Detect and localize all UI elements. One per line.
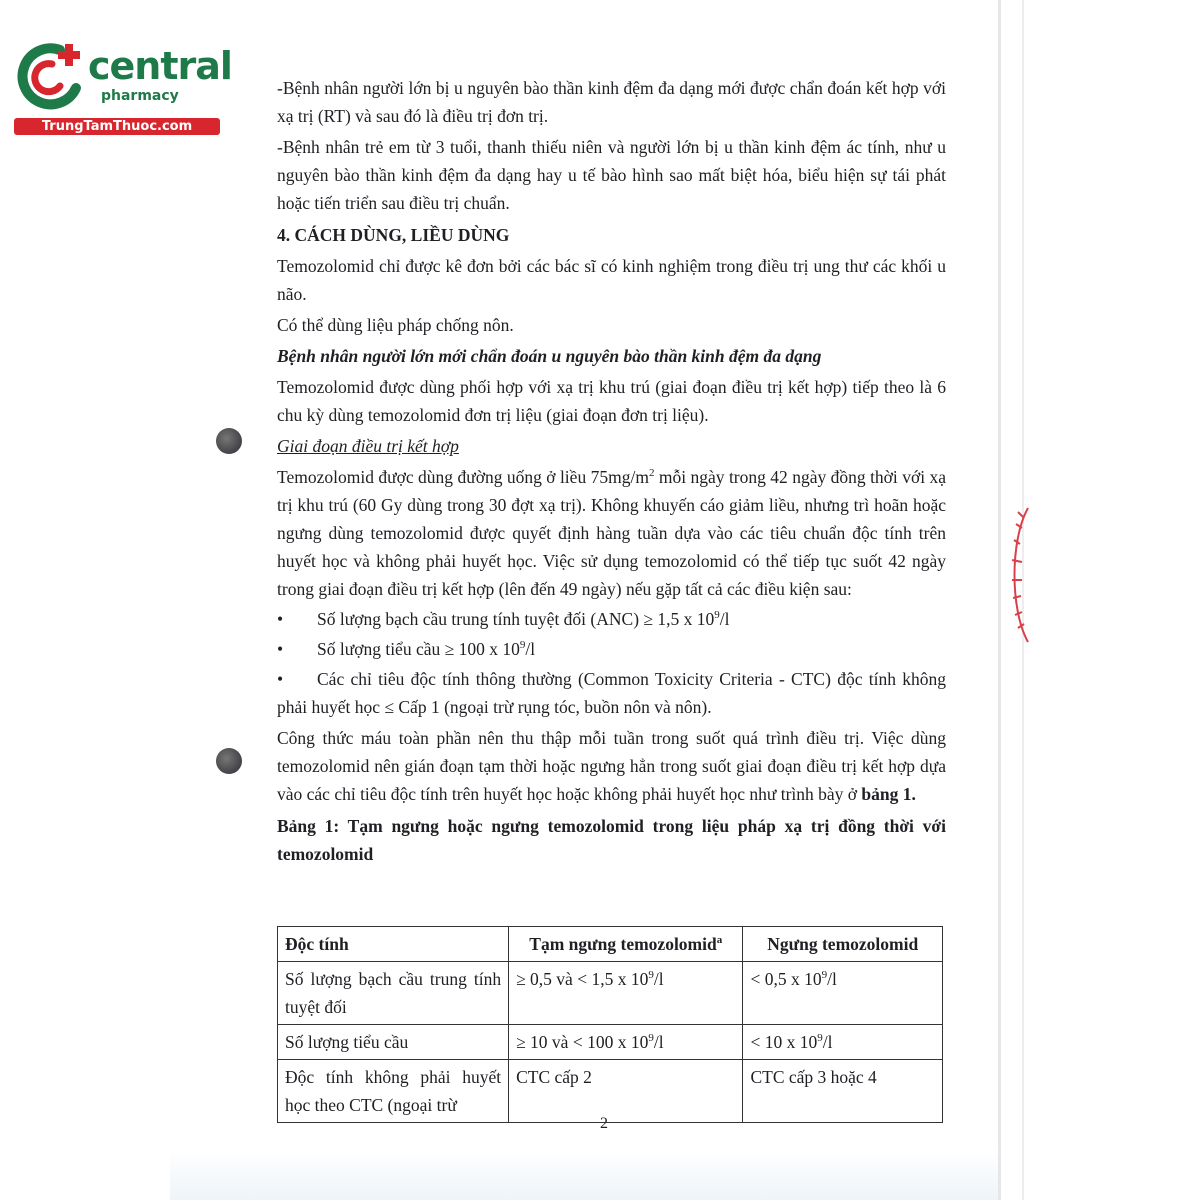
- bullet-platelet-text: Số lượng tiểu cầu ≥ 100 x 10: [317, 639, 520, 659]
- paragraph-prescriber: Temozolomid chỉ được kê đơn bởi các bác sĩ có kinh nghiệm trong điều trị ung thư các khối u não.: [277, 256, 946, 304]
- bullet-anc: [317, 605, 946, 633]
- scan-shading: [170, 1150, 998, 1200]
- dosing-sup: 2: [648, 467, 655, 480]
- cell-platelet-stop-unit: /l: [822, 1032, 833, 1052]
- paragraph-regimen: Temozolomid được dùng phối hợp với xạ trị khu trú (giai đoạn điều trị kết hợp) tiếp theo là 6 chu kỳ dùng temozolomid đơn trị liệu (giai đoạn đơn trị liệu).: [277, 377, 946, 425]
- logo-banner: TrungTamThuoc.com: [14, 118, 220, 135]
- table-header-row: [278, 927, 943, 962]
- paragraph-child-indication: -Bệnh nhân trẻ em từ 3 tuổi, thanh thiếu niên và người lớn bị u thần kinh đệm ác tính, như u nguyên bào thần kinh đệm đa dạng hay u tế bào hình sao mất biệt hóa, biểu hiện sự tái phát hoặc tiến triển sau điều trị chuẩn.: [277, 137, 946, 213]
- toxicity-table: [277, 926, 943, 1123]
- bullet-platelet: [317, 635, 946, 663]
- bullet-anc-unit: /l: [719, 609, 730, 629]
- cell-platelet-hold: [509, 1025, 743, 1060]
- logo-name: central: [88, 44, 232, 88]
- cell-anc-stop-text: < 0,5 x 10: [750, 969, 822, 989]
- cell-anc-hold-sup: 9: [648, 969, 654, 982]
- cell-anc-stop-unit: /l: [827, 969, 837, 989]
- cell-anc-hold-unit: /l: [653, 969, 664, 989]
- cell-platelet-hold-sup: 9: [648, 1032, 654, 1045]
- cell-anc-stop-sup: 9: [821, 969, 828, 982]
- header-hold: [509, 927, 743, 962]
- central-pharmacy-logo: [10, 36, 232, 136]
- blood-count-text: Công thức máu toàn phần nên thu thập mỗi tuần trong suốt quá trình điều trị. Việc dùng temozolomid nên gián đoạn tạm thời hoặc ngưng hẳn trong suốt giai đoạn điều trị kết hợp dựa vào các chỉ tiêu độc tính trên huyết học hoặc không phải huyết học như trình bày ở: [277, 728, 946, 804]
- page-number: 2: [600, 1115, 608, 1132]
- header-stop: Ngưng temozolomid: [743, 927, 943, 962]
- dosing-text-b: mỗi ngày trong 42 ngày đồng thời với xạ trị khu trú (60 Gy dùng trong 30 đợt xạ trị). Không khuyến cáo giảm liều, nhưng trì hoãn hoặc ngưng dùng temozolomid được quyết định hàng tuần dựa vào các tiêu chuẩn độc tính trên huyết học và không phải huyết học. Việc sử dụng temozolomid có thể tiếp tục suốt 42 ngày trong giai đoạn điều trị kết hợp (lên đến 49 ngày) nếu gặp tất cả các điều kiện sau:: [277, 467, 947, 599]
- paragraph-dosing: [277, 463, 946, 603]
- bullet-mark: •: [277, 609, 284, 629]
- bullet-mark: •: [277, 639, 284, 659]
- cell-platelet-stop-sup: 9: [817, 1032, 823, 1045]
- pharmacy-cross-icon: [10, 36, 90, 116]
- cell-anc-hold-text: ≥ 0,5 và < 1,5 x 10: [516, 969, 649, 989]
- logo-subtitle: pharmacy: [101, 88, 179, 104]
- cell-platelet-stop-text: < 10 x 10: [750, 1032, 818, 1052]
- cell-nonhem-label: Độc tính không phải huyết học theo CTC (ngoại trừ: [278, 1060, 509, 1123]
- bullet-ctc: Các chỉ tiêu độc tính thông thường (Common Toxicity Criteria - CTC) độc tính không phải huyết học ≤ Cấp 1 (ngoại trừ rụng tóc, buồn nôn và nôn).: [277, 669, 946, 717]
- subheading-adult: Bệnh nhân người lớn mới chẩn đoán u nguyên bào thần kinh đệm đa dạng: [277, 346, 822, 366]
- binder-hole-top: [216, 428, 242, 454]
- cell-platelet-hold-text: ≥ 10 và < 100 x 10: [516, 1032, 649, 1052]
- cell-nonhem-hold: CTC cấp 2: [509, 1060, 743, 1123]
- table-title: Bảng 1: Tạm ngưng hoặc ngưng temozolomid trong liệu pháp xạ trị đồng thời với temozolomid: [277, 816, 946, 864]
- cell-nonhem-stop: CTC cấp 3 hoặc 4: [743, 1060, 943, 1123]
- document-body: [277, 74, 946, 868]
- cell-platelet-hold-unit: /l: [653, 1032, 664, 1052]
- table-row: [278, 1060, 943, 1123]
- cell-platelet-stop: [743, 1025, 943, 1060]
- binder-hole-bottom: [216, 748, 242, 774]
- header-hold-text: Tạm ngưng temozolomid: [529, 934, 717, 954]
- dosing-text-a: Temozolomid được dùng đường uống ở liều 75mg/m: [277, 467, 649, 487]
- table-row: [278, 962, 943, 1025]
- cell-anc-hold: [509, 962, 743, 1025]
- bullet-mark: •: [277, 669, 284, 689]
- section-heading: 4. CÁCH DÙNG, LIỀU DÙNG: [277, 225, 510, 245]
- bullet-anc-sup: 9: [714, 609, 720, 622]
- bullet-platelet-unit: /l: [525, 639, 536, 659]
- paragraph-blood-count: [277, 724, 946, 808]
- bullet-platelet-sup: 9: [519, 639, 526, 652]
- cell-anc-stop: [743, 962, 943, 1025]
- cell-anc-label: Số lượng bạch cầu trung tính tuyệt đối: [278, 962, 509, 1025]
- paragraph-adult-indication: -Bệnh nhân người lớn bị u nguyên bào thần kinh đệm đa dạng mới được chẩn đoán kết hợp với xạ trị (RT) và sau đó là điều trị đơn trị.: [277, 78, 946, 126]
- paragraph-antiemetic: Có thể dùng liệu pháp chống nôn.: [277, 315, 514, 335]
- list-item: [277, 635, 946, 663]
- header-hold-sup: a: [716, 934, 723, 947]
- header-toxicity: Độc tính: [278, 927, 509, 962]
- table-reference: bảng 1.: [861, 784, 916, 804]
- list-item: [277, 665, 946, 721]
- bullet-anc-text: Số lượng bạch cầu trung tính tuyệt đối (ANC) ≥ 1,5 x 10: [317, 609, 715, 629]
- cell-platelet-label: Số lượng tiểu cầu: [278, 1025, 509, 1060]
- stamp-mark: [1000, 500, 1030, 650]
- phase-heading: Giai đoạn điều trị kết hợp: [277, 436, 459, 456]
- list-item: [277, 605, 946, 633]
- table-row: [278, 1025, 943, 1060]
